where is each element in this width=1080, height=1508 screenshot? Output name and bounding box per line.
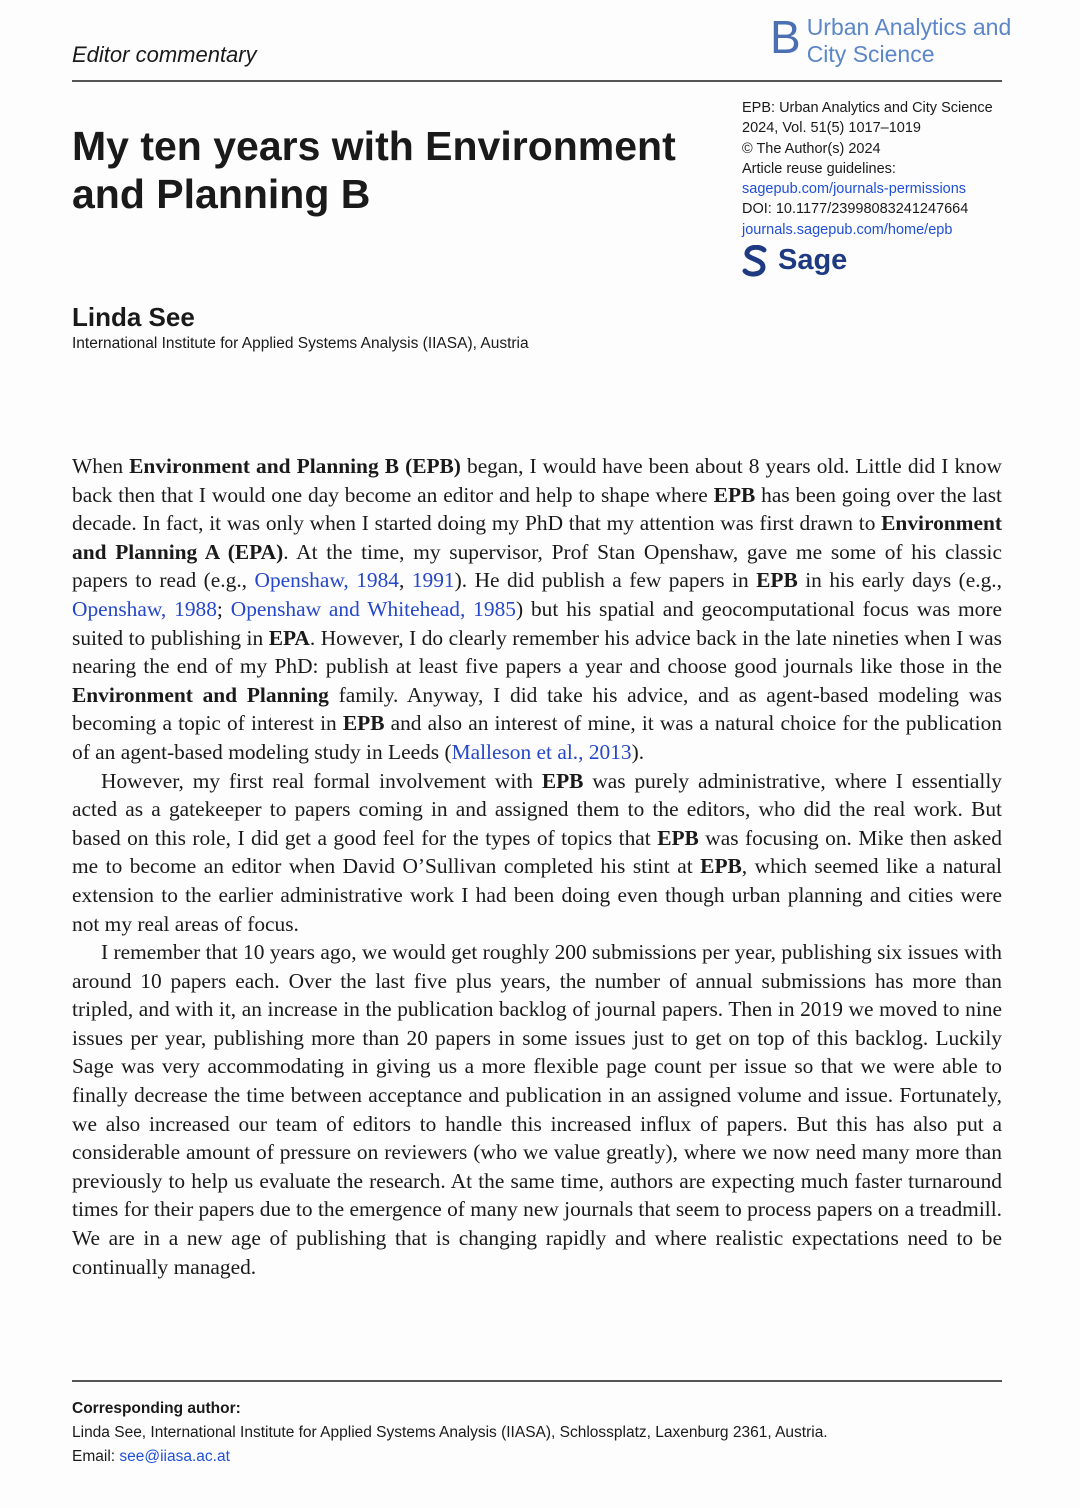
meta-reuse-label: Article reuse guidelines: <box>742 160 896 177</box>
publisher-name: Sage <box>778 244 848 276</box>
article-metadata <box>742 98 993 240</box>
reuse-link[interactable]: sagepub.com/journals-permissions <box>742 181 967 198</box>
article-title: My ten years with Environment and Planning B <box>72 123 676 217</box>
email-label: Email: <box>72 1448 120 1465</box>
footer-divider <box>72 1380 1002 1382</box>
journal-logo-line2: City Science <box>806 41 935 67</box>
citation-link[interactable]: Malleson et al., 2013 <box>451 739 632 764</box>
citation-link[interactable]: Openshaw and Whitehead, 1985 <box>230 596 516 621</box>
body-paragraph-1: When Environment and Planning B (EPB) began, I would have been about 8 years old. Little did I know back then that I would one day become an editor and help to shape where EPB has been going over the last decade. In fact, it was only when I started doing my PhD that my attention was first drawn to Environment and Planning A (EPA). At the time, my supervisor, Prof Stan Openshaw, gave me some of his classic papers to read (e.g., Openshaw, 1984, 1991). He did publish a few papers in EPB in his early days (e.g., Openshaw, 1988; Openshaw and Whitehead, 1985) but his spatial and geocomputational focus was more suited to publishing in EPA. However, I do clearly remember his advice back in the late nineties when I was nearing the end of my PhD: publish at least five papers a year and choose good journals like those in the Environment and Planning family. Anyway, I did take his advice, and as agent-based modeling was becoming a topic of interest in EPB and also an interest of mine, it was a natural choice for the publication of an agent-based modeling study in Leeds (Malleson et al., 2013). <box>72 454 1003 764</box>
citation-link[interactable]: Openshaw, 1988 <box>72 596 217 621</box>
journal-home-link[interactable]: journals.sagepub.com/home/epb <box>742 221 953 238</box>
meta-copyright: © The Author(s) 2024 <box>742 140 881 157</box>
citation-link[interactable]: 1991 <box>411 568 455 593</box>
author-name: Linda See <box>72 302 195 332</box>
footer-address: Linda See, International Institute for Applied Systems Analysis (IIASA), Schlossplatz, Laxenburg 2361, Austria. <box>72 1424 828 1441</box>
publisher-logo <box>742 244 847 277</box>
body-paragraph-2: However, my first real formal involvement with EPB was purely administrative, where I essentially acted as a gatekeeper to papers coming in and assigned them to the editors, who did the real work. But based on this role, I did get a good feel for the types of topics that EPB was focusing on. Mike then asked me to become an editor when David O’Sullivan completed his stint at EPB, which seemed like a natural extension to the earlier administrative work I had been doing even though urban planning and cities were not my real areas of focus. <box>72 768 1002 936</box>
meta-doi: DOI: 10.1177/23998083241247664 <box>742 201 969 218</box>
author-affiliation: International Institute for Applied Systems Analysis (IIASA), Austria <box>72 335 529 352</box>
journal-logo-line1: Urban Analytics and <box>806 14 1012 40</box>
meta-journal: EPB: Urban Analytics and City Science <box>742 100 993 116</box>
meta-volume: 2024, Vol. 51(5) 1017–1019 <box>742 120 921 137</box>
email-link[interactable]: see@iiasa.ac.at <box>119 1448 230 1465</box>
article-body <box>72 452 1002 1281</box>
corresponding-author <box>72 1397 828 1469</box>
body-paragraph-3: I remember that 10 years ago, we would get roughly 200 submissions per year, publishing six issues with around 10 papers each. Over the last five plus years, the number of annual submissions has more than tripled, and with it, an increase in the publication backlog of journal papers. Then in 2019 we moved to nine issues per year, publishing more than 20 papers in some issues just to get on top of this backlog. Luckily Sage was very accommodating in giving us a more flexible page count per issue so that we were able to finally decrease the time between acceptance and publication in an assigned volume and issue. Fortunately, we also increased our team of editors to handle this increased influx of papers. But this has also put a considerable amount of pressure on reviewers (who we value greatly), where we now need many more than previously to help us evaluate the research. At the same time, authors are expecting much faster turnaround times for their papers due to the emergence of many new journals that seem to process papers on a treadmill. We are in a new age of publishing that is changing rapidly and where realistic expectations need to be continually managed. <box>72 940 1002 1279</box>
sage-s-icon <box>742 245 768 277</box>
header-divider <box>72 80 1002 82</box>
footer-label: Corresponding author: <box>72 1400 241 1417</box>
journal-logo <box>770 11 1012 68</box>
citation-link[interactable]: Openshaw, 1984 <box>254 568 400 593</box>
journal-logo-letter: B <box>770 11 801 63</box>
section-label: Editor commentary <box>72 42 257 67</box>
